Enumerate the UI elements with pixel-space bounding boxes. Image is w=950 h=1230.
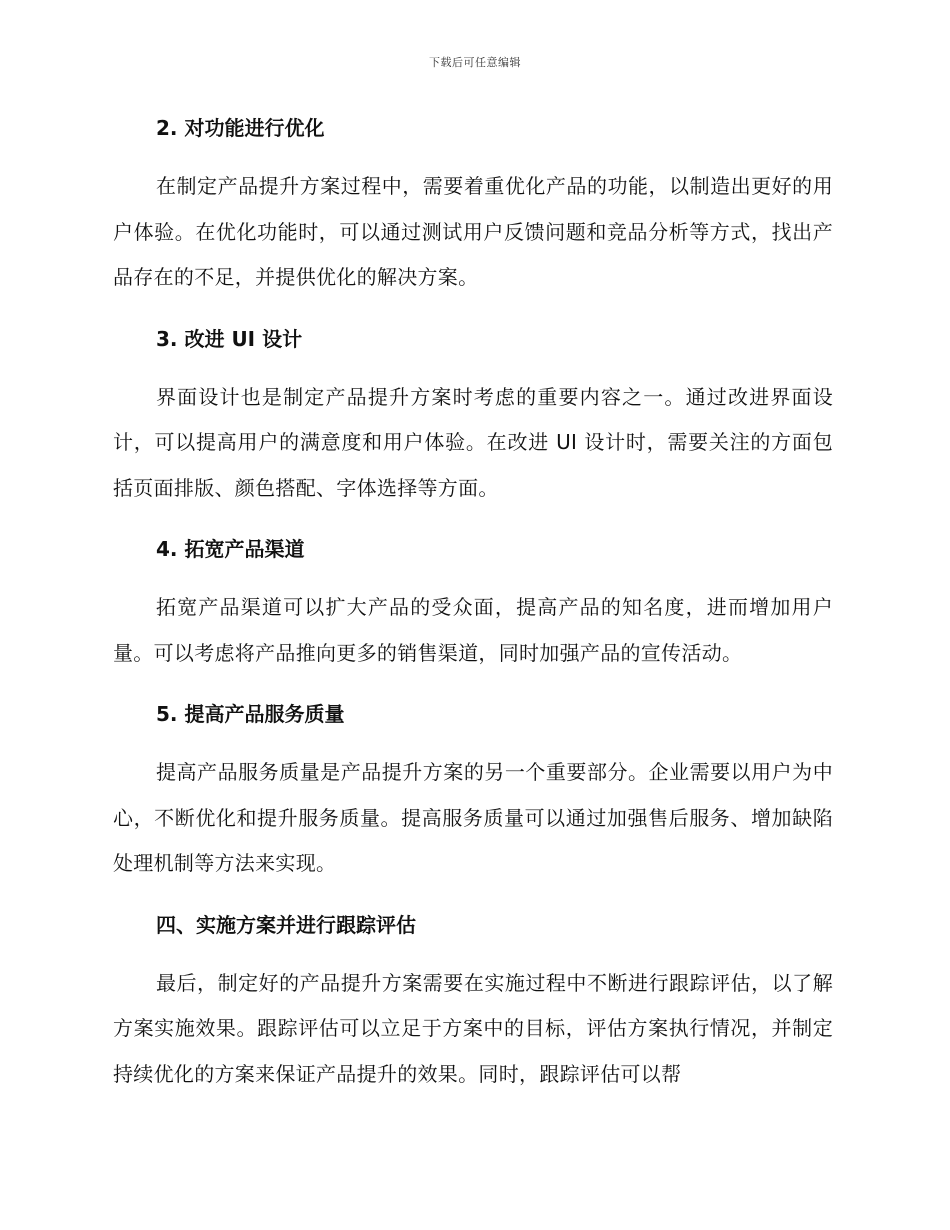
section-heading-functions: 2. 对功能进行优化 (156, 116, 325, 140)
page-header-note: 下载后可任意编辑 (429, 56, 521, 69)
document-body (113, 110, 833, 1097)
section-paragraph-channels: 拓宽产品渠道可以扩大产品的受众面，提高产品的知名度，进而增加用户量。可以考虑将产品推向更多的销售渠道，同时加强产品的宣传活动。 (113, 595, 833, 665)
section-paragraph-tracking: 最后，制定好的产品提升方案需要在实施过程中不断进行跟踪评估，以了解方案实施效果。跟踪评估可以立足于方案中的目标，评估方案执行情况，并制定持续优化的方案来保证产品提升的效果。同时，跟踪评估可以帮 (113, 970, 833, 1086)
section-heading-service-quality: 5. 提高产品服务质量 (156, 702, 345, 726)
section-heading-channels: 4. 拓宽产品渠道 (156, 537, 305, 561)
section-heading-ui-design: 3. 改进 UI 设计 (156, 326, 303, 351)
section-paragraph-functions: 在制定产品提升方案过程中，需要着重优化产品的功能，以制造出更好的用户体验。在优化功能时，可以通过测试用户反馈问题和竞品分析等方式，找出产品存在的不足，并提供优化的解决方案。 (113, 174, 833, 289)
section-paragraph-service-quality: 提高产品服务质量是产品提升方案的另一个重要部分。企业需要以用户为中心，不断优化和提升服务质量。提高服务质量可以通过加强售后服务、增加缺陷处理机制等方法来实现。 (113, 760, 833, 875)
section-paragraph-ui-design: 界面设计也是制定产品提升方案时考虑的重要内容之一。通过改进界面设计，可以提高用户的满意度和用户体验。在改进 UI 设计时，需要关注的方面包括页面排版、颜色搭配、字体选择等方面。 (113, 384, 833, 500)
section-heading-tracking: 四、实施方案并进行跟踪评估 (156, 912, 416, 937)
